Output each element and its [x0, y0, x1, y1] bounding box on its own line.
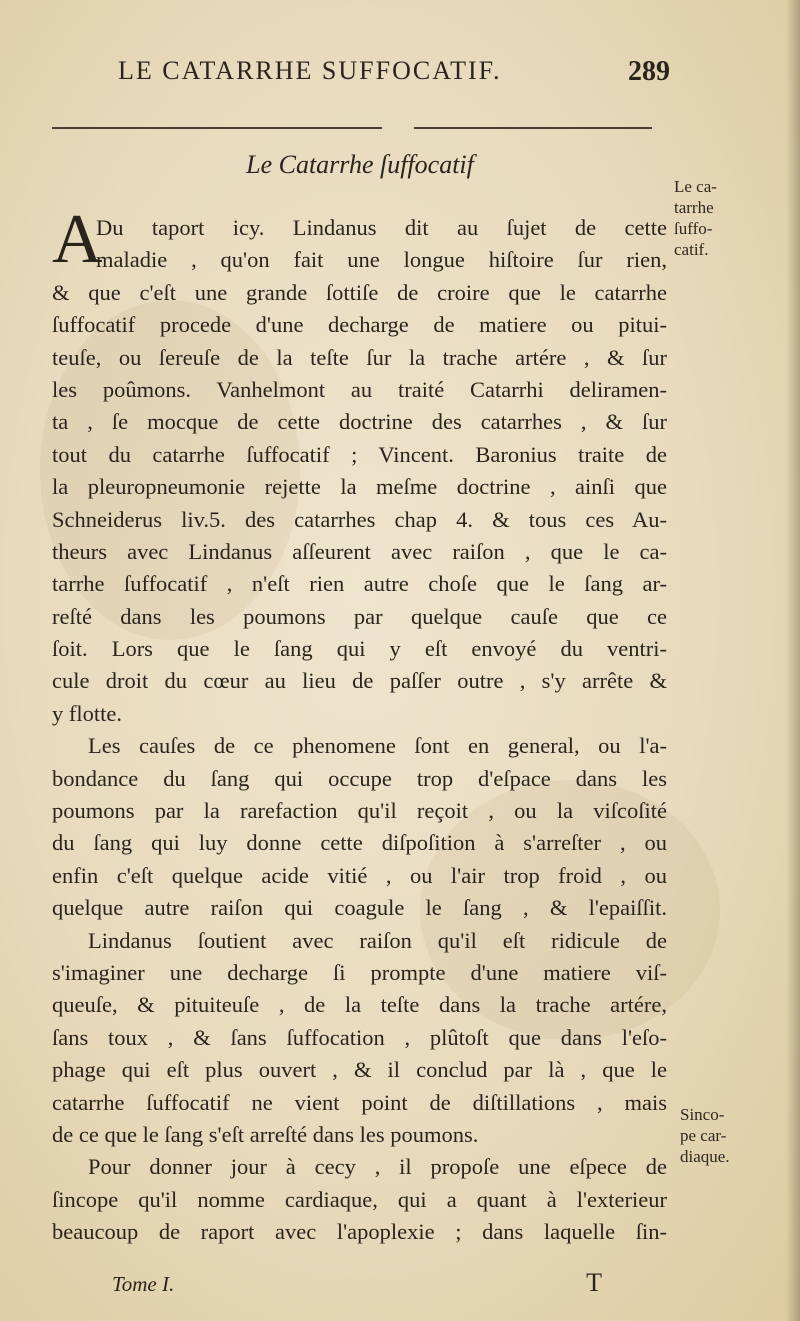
- margin-note-line: ſuffo-: [674, 219, 713, 238]
- text-line: & que c'eſt une grande ſottiſe de croire que le catarrhe: [52, 279, 667, 305]
- text-line: enfin c'eſt quelque acide vitié , ou l'air trop froid , ou: [52, 862, 667, 888]
- drop-cap: A: [52, 201, 103, 278]
- text-line: ſans toux , & ſans ſuffocation , plûtoſt que dans l'eſo-: [52, 1024, 667, 1050]
- text-line: Du taport icy. Lindanus dit au ſujet de cette: [96, 215, 667, 240]
- text-line: ta , ſe mocque de cette doctrine des catarrhes , & ſur: [52, 409, 667, 435]
- text-line: tarrhe ſuffocatif , n'eſt rien autre choſe que le ſang ar-: [52, 571, 667, 597]
- margin-note-line: pe car-: [680, 1126, 727, 1145]
- text-line: teuſe, ou ſereuſe de la teſte ſur la trache artére , & ſur: [52, 344, 667, 370]
- text-line: les poûmons. Vanhelmont au traité Catarrhi deliramen-: [52, 376, 667, 402]
- text-line: Les cauſes de ce phenomene ſont en general, ou l'a-: [88, 733, 667, 759]
- text-line: ſoit. Lors que le ſang qui y eſt envoyé du ventri-: [52, 636, 667, 662]
- text-line: beaucoup de raport avec l'apoplexie ; dans laquelle ſin-: [52, 1219, 667, 1245]
- text-line: Lindanus ſoutient avec raiſon qu'il eſt ridicule de: [88, 927, 667, 953]
- header-rule-left: [52, 127, 382, 129]
- signature-mark: T: [586, 1268, 602, 1297]
- margin-note-sincope: [680, 1104, 790, 1167]
- text-line: tout du catarrhe ſuffocatif ; Vincent. Baronius traite de: [52, 441, 667, 467]
- text-line: cule droit du cœur au lieu de paſſer outre , s'y arrête &: [52, 668, 667, 694]
- margin-note-catarrhe: [674, 176, 784, 260]
- text-line: reſté dans les poumons par quelque cauſe que ce: [52, 603, 667, 629]
- text-line: theurs avec Lindanus aſſeurent avec raiſon , que le ca-: [52, 538, 667, 564]
- running-title: LE CATARRHE SUFFOCATIF.: [118, 56, 502, 85]
- section-heading: Le Catarrhe ſuffocatif: [246, 150, 474, 179]
- text-line: bondance du ſang qui occupe trop d'eſpace dans les: [52, 765, 667, 791]
- margin-note-line: catif.: [674, 240, 709, 259]
- text-line: du ſang qui luy donne cette diſpoſition à s'arreſter , ou: [52, 830, 667, 856]
- text-line: maladie , qu'on fait une longue hiſtoire ſur rien,: [96, 247, 667, 273]
- margin-note-line: diaque.: [680, 1147, 730, 1166]
- text-line: de ce que le ſang s'eſt arreſté dans les poumons.: [52, 1121, 479, 1147]
- text-line: y flotte.: [52, 700, 122, 726]
- text-line: Pour donner jour à cecy , il propoſe une eſpece de: [88, 1154, 667, 1180]
- page-footer: [112, 1268, 602, 1302]
- text-line: Schneiderus liv.5. des catarrhes chap 4. & tous ces Au-: [52, 506, 667, 532]
- text-line: phage qui eſt plus ouvert , & il conclud par là , que le: [52, 1057, 667, 1083]
- volume-label: Tome I.: [112, 1272, 175, 1296]
- text-line: s'imaginer une decharge ſi prompte d'une matiere viſ-: [52, 959, 667, 985]
- margin-note-line: Le ca-: [674, 177, 717, 196]
- text-line: quelque autre raiſon qui coagule le ſang , & l'epaiſſit.: [52, 895, 667, 921]
- text-line: poumons par la rarefaction qu'il reçoit , ou la viſcoſité: [52, 798, 667, 824]
- margin-note-line: tarrhe: [674, 198, 714, 217]
- page-number: 289: [628, 56, 670, 87]
- header-rule-right: [414, 127, 652, 129]
- text-line: la pleuropneumonie rejette la meſme doctrine , ainſi que: [52, 474, 667, 500]
- text-line: ſincope qu'il nomme cardiaque, qui a quant à l'exterieur: [52, 1186, 667, 1212]
- text-line: ſuffocatif procede d'une decharge de matiere ou pitui-: [52, 312, 667, 338]
- running-head: [118, 56, 678, 92]
- body-text: [52, 212, 667, 1249]
- text-line: queuſe, & pituiteuſe , de la teſte dans la trache artére,: [52, 992, 667, 1018]
- text-line: catarrhe ſuffocatif ne vient point de diſtillations , mais: [52, 1089, 667, 1115]
- margin-note-line: Sinco-: [680, 1105, 725, 1124]
